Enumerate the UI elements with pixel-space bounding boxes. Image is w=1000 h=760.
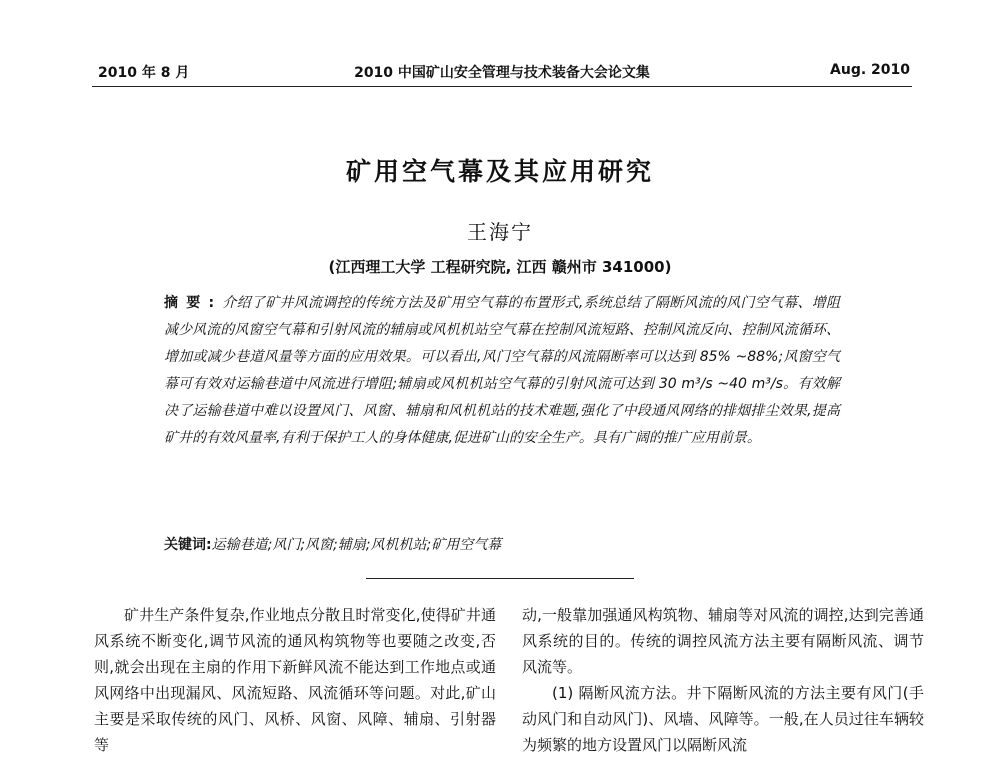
- body-paragraph: 矿井生产条件复杂,作业地点分散且时常变化,使得矿井通风系统不断变化,调节风流的通风构筑物等也要随之改变,否则,就会出现在主扇的作用下新鲜风流不能达到工作地点或通风网络中出现漏风、风流短路、风流循环等问题。对此,矿山主要是采取传统的风门、风桥、风窗、风障、辅扇、引射器等: [94, 606, 496, 754]
- keywords: [164, 532, 840, 559]
- abstract-label: 摘要:: [164, 295, 223, 311]
- author-name: 王海宁: [467, 220, 533, 244]
- section-divider: [366, 578, 634, 579]
- keywords-label: 关键词:: [164, 537, 212, 553]
- header-date: 2010 年 8 月: [98, 65, 190, 81]
- keywords-text: 运输巷道;风门;风窗;辅扇;风机机站;矿用空气幕: [211, 537, 502, 553]
- header-journal-title: 2010 中国矿山安全管理与技术装备大会论文集: [354, 65, 650, 81]
- header-date-english: Aug. 2010: [830, 62, 910, 78]
- body-paragraph: 动,一般靠加强通风构筑物、辅扇等对风流的调控,达到完善通风系统的目的。传统的调控风流方法主要有隔断风流、调节风流等。: [522, 606, 924, 676]
- paper-title: 矿用空气幕及其应用研究: [345, 157, 654, 186]
- author-affiliation: (江西理工大学 工程研究院, 江西 赣州市 341000): [328, 258, 672, 276]
- abstract: [164, 290, 840, 452]
- body-column-left: [94, 602, 496, 758]
- abstract-text: 介绍了矿井风流调控的传统方法及矿用空气幕的布置形式,系统总结了隔断风流的风门空气幕、增阻减少风流的风窗空气幕和引射风流的辅扇或风机机站空气幕在控制风流短路、控制风流反向、控制风流循环、增加或减少巷道风量等方面的应用效果。可以看出,风门空气幕的风流隔断率可以达到 85% ~88%;风窗空气幕可有效对运输巷道中风流进行增阻;辅扇或风机机站空气幕的引射风流可达到 30 m³/s ~40 m³/s。有效解决了运输巷道中难以设置风门、风窗、辅扇和风机机站的技术难题,强化了中段通风网络的排烟排尘效果,提高矿井的有效风量率,有利于保护工人的身体健康,促进矿山的安全生产。具有广阔的推广应用前景。: [164, 295, 840, 446]
- running-header: [92, 60, 912, 87]
- body-paragraph: (1) 隔断风流方法。井下隔断风流的方法主要有风门(手动风门和自动风门)、风墙、风障等。一般,在人员过往车辆较为频繁的地方设置风门以隔断风流: [522, 684, 924, 754]
- body-column-right: [522, 602, 924, 758]
